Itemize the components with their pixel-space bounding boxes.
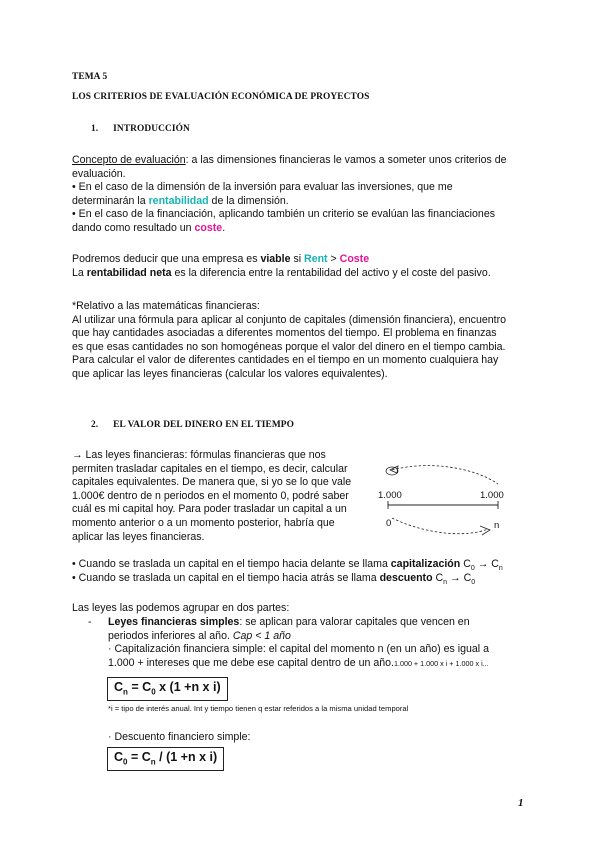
viable-word: viable — [260, 253, 291, 265]
relativo-line-0: *Relativo a las matemáticas financieras: — [72, 300, 260, 312]
leyes-paragraph — [72, 449, 351, 544]
top-curve-arrow — [392, 466, 498, 484]
rent-word: Rent — [304, 253, 328, 265]
section-2-number: 2. — [91, 420, 99, 430]
simples-line-1: Leyes financieras simples: se aplican para valorar capitales que vencen en — [108, 616, 470, 628]
concept-bullet-1b: determinarán la rentabilidad de la dimensión. — [72, 194, 289, 207]
agrupar-line: Las leyes las podemos agrupar en dos partes: — [72, 602, 290, 614]
concept-bullet-2b: dando como resultado un coste. — [72, 221, 226, 234]
capitalizacion-word: capitalización — [390, 558, 461, 570]
leyes-simples-word: Leyes financieras simples — [108, 616, 240, 628]
page-title: LOS CRITERIOS DE EVALUACIÓN ECONÓMICA DE PROYECTOS — [72, 92, 370, 102]
section-1-number: 1. — [91, 124, 99, 134]
leyes-line-3: capitales equivalentes. De manera que, si yo se lo que vale — [72, 476, 352, 489]
deduce-paragraph — [72, 253, 491, 280]
timeline-diagram — [370, 462, 520, 542]
leyes-line-2: permiten trasladar capitales en el tiempo, es decir, calcular — [72, 462, 348, 475]
bottom-arrowhead-icon — [480, 526, 490, 535]
simples-dash: - — [88, 616, 92, 628]
capsimple-expansion: 1.000 + 1.000 x i + 1.000 x i... — [393, 658, 489, 668]
section-2-title: EL VALOR DEL DINERO EN EL TIEMPO — [113, 420, 294, 430]
capitalizacion-line: • Cuando se traslada un capital en el tiempo hacia delante se llama capitalización $C_0 \to C_n$ — [72, 558, 503, 573]
leyes-line-6: momento anterior o a un momento posterior, habría que — [72, 516, 335, 529]
concept-bullet-1a: • En el caso de la dimensión de la inversión para evaluar las inversiones, que me — [72, 181, 453, 194]
page-number: 1 — [518, 797, 524, 809]
discount-formula-box: $C_0 = C_n / (1 +n$ x i) — [107, 747, 224, 771]
rentabilidad-neta-word: rentabilidad neta — [86, 266, 172, 279]
relativo-line-3: es que esas cantidades no son homogéneas porque el valor del dinero en el tiempo cambia. — [72, 340, 506, 353]
leyes-line-1: → Las leyes financieras: fórmulas financieras que nos — [72, 449, 326, 461]
section-1-heading — [91, 124, 190, 134]
left-amount: 1.000 — [378, 490, 402, 501]
rentabilidad-highlight: rentabilidad — [148, 194, 209, 207]
section-2-heading — [91, 420, 294, 430]
concept-paragraph — [72, 154, 507, 236]
right-time: n — [494, 520, 500, 531]
capsimple-line-2: 1.000 + intereses que me debe ese capital dentro de un año.1.000 + 1.000 x i + 1.000 x i... — [108, 656, 489, 669]
deduce-line-2: La rentabilidad neta es la diferencia entre la rentabilidad del activo y el coste del pasivo. — [72, 266, 491, 279]
relativo-line-4: Para calcular el valor de diferentes cantidades en el tiempo en un momento cualquiera hay — [72, 354, 499, 367]
descsimple-line: · Descuento financiero simple: — [108, 731, 251, 743]
capsimple-line-1: · Capitalización financiera simple: el capital del momento n (en un año) es igual a — [108, 643, 489, 656]
concept-line-2: evaluación. — [72, 167, 126, 180]
deduce-line-1: Podremos deducir que una empresa es viable si Rent > Coste — [72, 253, 370, 265]
descuento-word: descuento — [379, 572, 433, 584]
interest-note: *i = tipo de interés anual. Int y tiempo tienen q estar referidos a la misma unidad temporal — [108, 704, 409, 713]
simples-paragraph — [108, 616, 489, 670]
bottom-curve-arrow — [392, 518, 488, 534]
right-amount: 1.000 — [480, 490, 504, 501]
coste-highlight: coste — [194, 221, 223, 234]
leyes-line-4: 1.000€ dentro de n periodos en el momento 0, podré saber — [72, 489, 349, 502]
descuento-line: • Cuando se traslada un capital en el tiempo hacia atrás se llama descuento $C_n \to C_0$ — [72, 572, 476, 587]
simples-line-2: periodos inferiores al año. Cap < 1 año — [108, 629, 291, 642]
relativo-line-1: Al utilizar una fórmula para aplicar al conjunto de capitales (dimensión financiera), encuentro — [72, 313, 506, 326]
capitalization-formula-box: $C_n = C_0$ x (1 +n x i) — [107, 677, 228, 701]
relativo-line-5: que aplicar las leyes financieras (calcular los valores equivalentes). — [72, 367, 388, 380]
leyes-line-5: cuál es mi capital hoy. Para poder trasladar un capital a un — [72, 503, 347, 516]
left-time: 0 — [386, 518, 392, 529]
tema-label: TEMA 5 — [72, 72, 108, 82]
relativo-line-2: que hay cantidades asociadas a diferentes momentos del tiempo. El problema en finanzas — [72, 327, 497, 340]
cap-condition: Cap < 1 año — [232, 629, 291, 642]
coste-word: Coste — [339, 253, 370, 265]
concept-line-1: : a las dimensiones financieras le vamos a someter unos criterios de — [185, 154, 507, 166]
leyes-line-7: aplicar las leyes financieras. — [72, 530, 205, 543]
concept-bullet-2a: • En el caso de la financiación, aplicando también un criterio se evalúan las financiaciones — [72, 208, 496, 221]
section-1-title: INTRODUCCIÓN — [113, 124, 190, 134]
relativo-paragraph — [72, 300, 506, 382]
concept-label: Concepto de evaluación — [72, 154, 186, 166]
